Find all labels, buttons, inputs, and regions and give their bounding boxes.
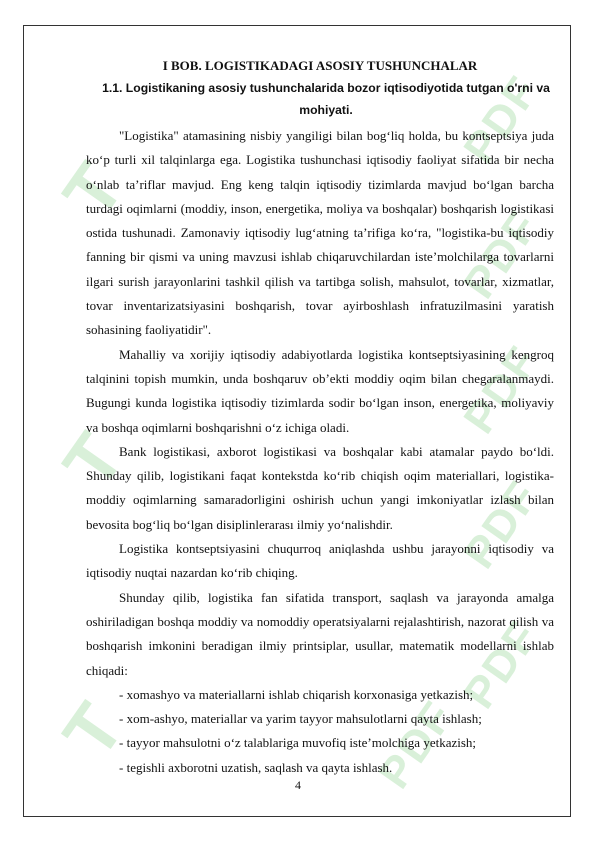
watermark-right-upper: PDF — [454, 202, 549, 308]
watermark-left-top: T — [48, 150, 140, 232]
paragraph-definition: "Logistika" atamasining nisbiy yangiligi bilan bog‘liq holda, bu kontseptsiya juda ko‘p turli xil talqinlarga ega. Logistika tushunchasi iqtisodiy faoliyat sifatida bir necha o‘nlab ta’riflar mavjud. Eng keng talqin iqtisodiy tizimlarda mavjud bo‘lgan barcha turdagi oqimlarni (moddiy, inson, energetika, moliya va boshqalar) boshqarish logistikasi ostida tushunadi. Zamonaviy iqtisodiy lug‘atning ta’rifiga ko‘ra, "logistika-bu iqtisodiy fanning bir qismi va uning mavzusi ishlab chiqaruvchilardan iste’molchilarga tovarlarni ilgari surish jarayonlarini tashkil qilish va tartibga solish, mahsulot, tovarlar, xizmatlar, tovar inventarizatsiyasini boshqarish, tovar ayirboshlash infratuzilmasini yaratish sohasining faoliyatidir". — [86, 128, 554, 338]
list-item: - tayyor mahsulotni o‘z talablariga muvofiq iste’molchiga yetkazish; — [119, 735, 477, 751]
watermark-right-lower: PDF — [454, 472, 549, 578]
section-title: 1.1. Logistikaning asosiy tushunchalarida bozor iqtisodiyotida tutgan o'rni va mohiyati. — [102, 81, 550, 117]
operations-list — [86, 683, 554, 780]
list-item: - tegishli axborotni uzatish, saqlash va qayta ishlash. — [119, 759, 393, 775]
watermark-right-middle: PDF — [454, 337, 549, 443]
list-item: - xom-ashyo, materiallar va yarim tayyor mahsulotlarni qayta ishlash; — [119, 711, 482, 727]
paragraph-science: Shunday qilib, logistika fan sifatida transport, saqlash va jarayonda amalga oshiriladigan boshqa moddiy va nomoddiy operatsiyalarni rejalashtirish, nazorat qilish va boshqarish imkonini beradigan ilmiy printsiplar, usullar, matematik modellarni ishlab chiqadi: — [86, 589, 554, 678]
document-body — [86, 56, 554, 780]
watermark-left-bottom: T — [48, 690, 140, 772]
list-item: - xomashyo va materiallarni ishlab chiqarish korxonasiga yetkazish; — [119, 686, 474, 702]
chapter-title: I BOB. LOGISTIKADAGI ASOSIY TUSHUNCHALAR — [162, 58, 478, 73]
page-number: 4 — [295, 778, 301, 792]
watermark-right-bottom: PDF — [454, 612, 549, 718]
paragraph-interpretation: Mahalliy va xorijiy iqtisodiy adabiyotlarda logistika kontseptsiyasining kengroq talqinini topish mumkin, unda boshqaruv ob’ekti moddiy oqim bilan chegaralanmaydi. Bugungi kunda logistika iqtisodiy tizimlarda sodir bo‘lgan inson, energetika, moliyaviy va boshqa oqimlarni boshqarishni o‘z ichiga oladi. — [86, 346, 554, 435]
paragraph-terms: Bank logistikasi, axborot logistikasi va boshqalar kabi atamalar paydo bo‘ldi. Shunday qilib, logistikani faqat kontekstda ko‘rib chiqish oqim materiallari, logistika-moddiy oqimlarning samaradorligini oshirish uchun yangi imkoniyatlar izlash bilan bevosita bog‘liq bo‘lgan disiplinlerarası ilmiy yo‘nalishdir. — [86, 443, 554, 532]
paragraph-concept: Logistika kontseptsiyasini chuqurroq aniqlashda ushbu jarayonni iqtisodiy va iqtisodiy nuqtai nazardan ko‘rib chiqing. — [86, 541, 554, 581]
watermark-right-top: PDF — [454, 67, 549, 173]
watermark-center-bottom: PDF — [369, 692, 464, 798]
watermark-left-middle: T — [48, 420, 140, 502]
